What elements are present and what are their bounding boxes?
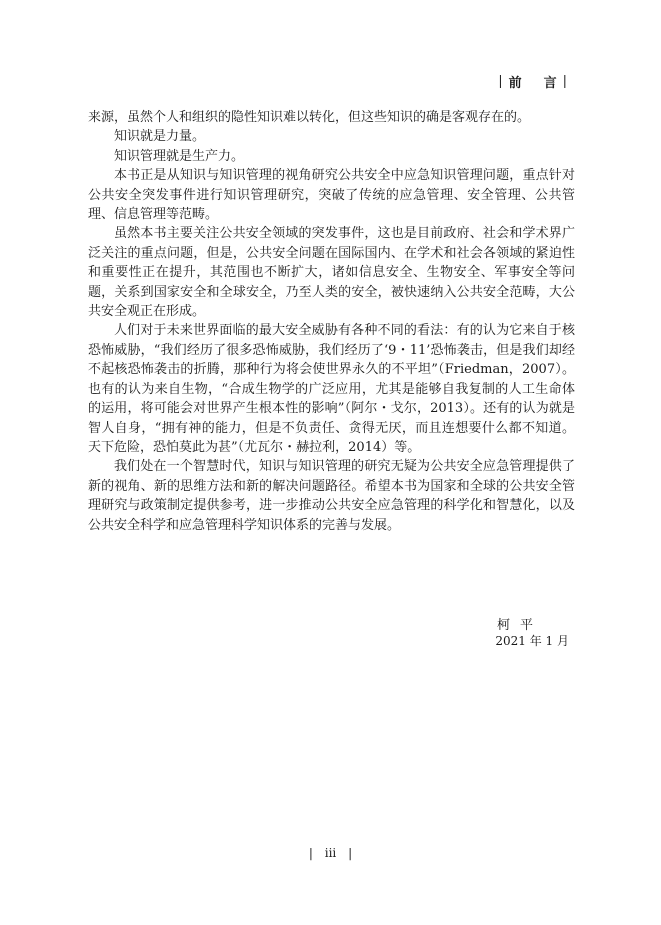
paragraph-5: 虽然本书主要关注公共安全领域的突发事件，这也是目前政府、社会和学术界广泛关注的重点问题，但是，公共安全问题在国际国内、在学术和社会各领域的紧迫性和重要性正在提升，其范围也不断扩大，诸如信息安全、生物安全、军事安全等问题，关系到国家安全和全球安全，乃至人类的安全，被快速纳入公共安全范畴，大公共安全观正在形成。	[88, 226, 575, 320]
header-title-char-2: 言	[543, 76, 557, 91]
preface-body	[88, 108, 575, 535]
paragraph-3: 知识管理就是生产力。	[114, 148, 245, 164]
page-footer	[0, 846, 661, 860]
author-signature: 柯平	[496, 618, 543, 633]
paragraph-4: 本书正是从知识与知识管理的视角研究公共安全中应急知识管理问题，重点针对公共安全突发事件进行知识管理研究，突破了传统的应急管理、安全管理、公共管理、信息管理等范畴。	[88, 168, 575, 223]
page-number: iii	[324, 846, 337, 860]
header-title-char-1: 前	[508, 76, 522, 91]
footer-right-bar: |	[348, 846, 353, 860]
running-header	[492, 72, 573, 91]
signature-date: 2021 年 1 月	[495, 634, 569, 648]
paragraph-2: 知识就是力量。	[114, 129, 206, 145]
paragraph-7: 我们处在一个智慧时代，知识与知识管理的研究无疑为公共安全应急管理提供了新的视角、新的思维方法和新的解决问题路径。希望本书为国家和全球的公共安全管理研究与政策制定提供参考，进一步推动公共安全应急管理的科学化和智慧化，以及公共安全科学和应急管理科学知识体系的完善与发展。	[88, 459, 575, 533]
paragraph-1: 来源，虽然个人和组织的隐性知识难以转化，但这些知识的确是客观存在的。	[88, 110, 531, 125]
paragraph-6: 人们对于未来世界面临的最大安全威胁有各种不同的看法：有的认为它来自于核恐怖威胁，“我们经历了很多恐怖威胁，我们经历了‘9・11’恐怖袭击，但是我们却经不起核恐怖袭击的折腾，那种行为将会使世界永久的不平坦”（Friedman，2007）。也有的认为来自生物，“合成生物学的广泛应用，尤其是能够自我复制的人工生命体的运用，将可能会对世界产生根本性的影响”（阿尔・戈尔，2013）。还有的认为就是智人自身，“拥有神的能力，但是不负责任、贪得无厌，而且连想要什么都不知道。天下危险，恐怕莫此为甚”（尤瓦尔・赫拉利，2014）等。	[88, 323, 575, 455]
header-right-bar: |	[562, 74, 567, 89]
footer-left-bar: |	[308, 846, 313, 860]
header-left-bar: |	[498, 74, 503, 89]
